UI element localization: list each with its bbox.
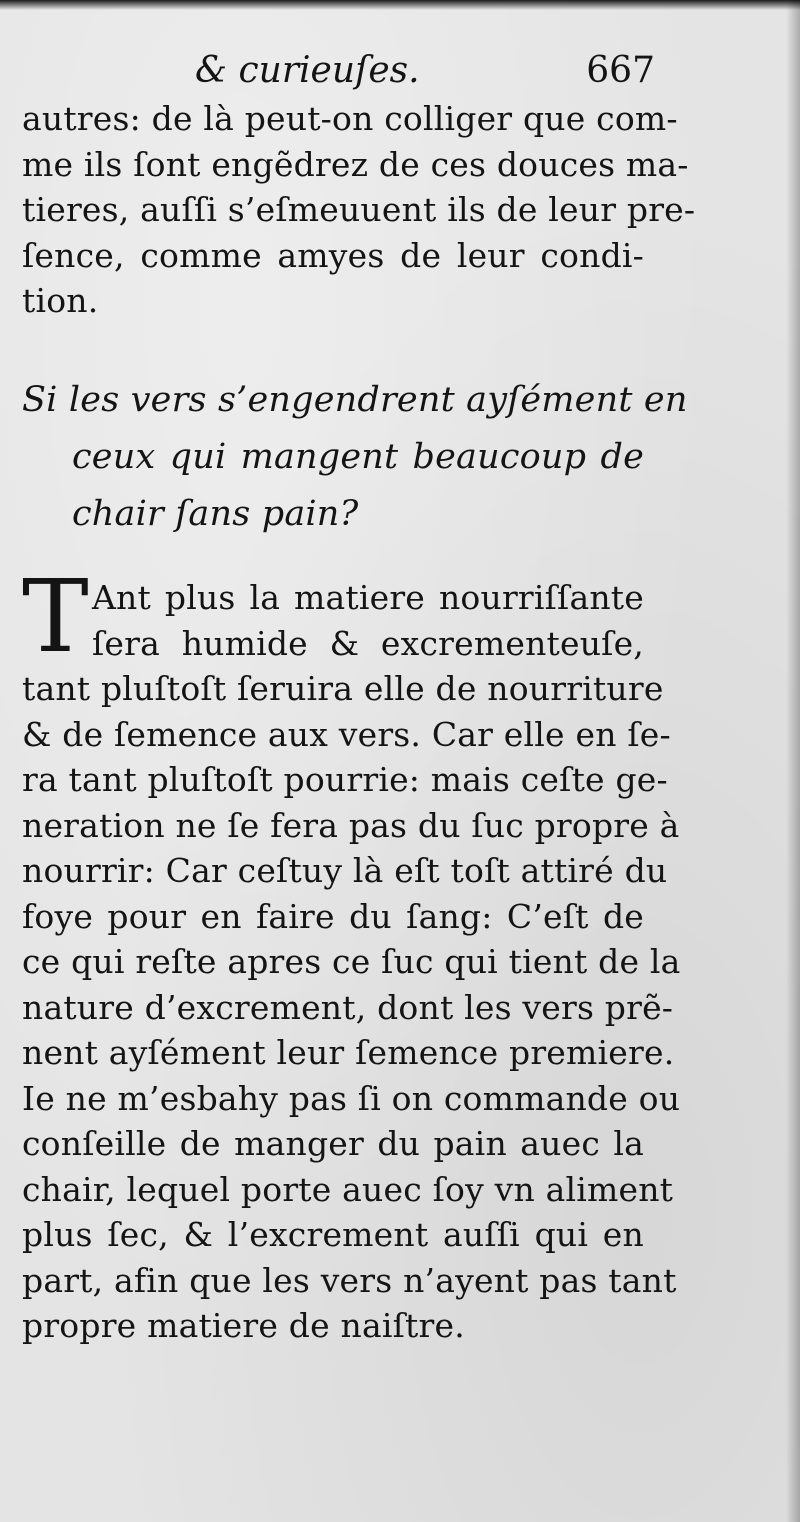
heading-line: Si les vers s’engendrent ayſément en bbox=[22, 380, 688, 420]
running-title: & curieuſes. bbox=[195, 50, 420, 91]
running-head bbox=[195, 46, 655, 96]
text-line: me ils ſont engẽdrez de ces douces ma- bbox=[22, 144, 689, 184]
text-line: nature d’excrement, dont les vers prẽ- bbox=[22, 987, 674, 1027]
text-line: ſera humide & excrementeuſe, bbox=[92, 623, 644, 663]
top-paragraph bbox=[22, 96, 696, 324]
text-line: nourrir: Car ceſtuy là eſt toſt attiré du bbox=[22, 851, 668, 890]
text-line: propre matiere de naiſtre. bbox=[22, 1306, 465, 1345]
text-line: conſeille de manger du pain auec la bbox=[22, 1124, 644, 1163]
text-line: ce qui reſte apres ce ſuc qui tient de la bbox=[22, 942, 681, 981]
drop-cap: T bbox=[22, 558, 89, 675]
body-paragraph bbox=[22, 575, 681, 1349]
text-line: part, afin que les vers n’ayent pas tant bbox=[22, 1260, 677, 1300]
text-line: ſence, comme amyes de leur condi- bbox=[22, 235, 644, 275]
text-line: foye pour en faire du ſang: C’eſt de bbox=[22, 896, 644, 936]
text-line: Ant plus la matiere nourriſſante bbox=[92, 578, 644, 617]
text-line: autres: de là peut-on colliger que com- bbox=[22, 99, 678, 138]
text-line: plus ſec, & l’excrement auſſi qui en bbox=[22, 1215, 644, 1254]
text-line: chair, lequel porte auec ſoy vn aliment bbox=[22, 1169, 674, 1209]
text-line: & de ſemence aux vers. Car elle en ſe- bbox=[22, 714, 671, 754]
text-line: ra tant pluſtoſt pourrie: mais ceſte ge- bbox=[22, 760, 668, 799]
page-number: 667 bbox=[586, 50, 655, 91]
text-line: neration ne ſe fera pas du ſuc propre à bbox=[22, 805, 680, 845]
heading-line: chair ſans pain? bbox=[72, 494, 359, 534]
text-line: tant pluſtoſt ſeruira elle de nourriture bbox=[22, 669, 664, 708]
text-line: tion. bbox=[22, 281, 99, 320]
text-line: nent ayſément leur ſemence premiere. bbox=[22, 1033, 675, 1072]
text-line: tieres, auſſi s’eſmeuuent ils de leur pre- bbox=[22, 190, 696, 229]
text-line: Ie ne m’esbahy pas ſi on commande ou bbox=[22, 1078, 681, 1118]
heading-line: ceux qui mangent beaucoup de bbox=[72, 437, 644, 477]
section-heading bbox=[22, 372, 688, 543]
